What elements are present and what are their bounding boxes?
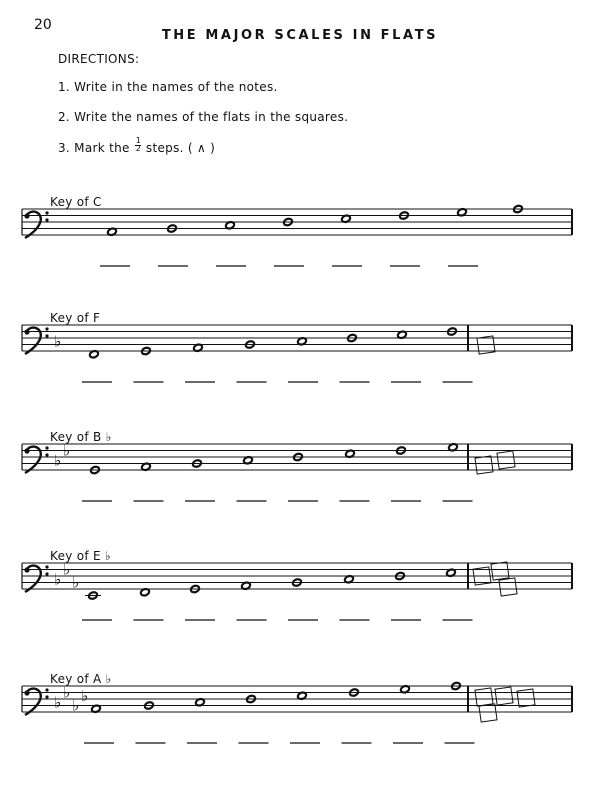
- flat-sign-icon: ♭: [54, 451, 62, 470]
- flat-name-square: [497, 451, 515, 469]
- bass-clef-head: [24, 329, 29, 334]
- direction-item-3: [58, 136, 348, 155]
- staff-section-c: [0, 195, 600, 315]
- staff-svg: [0, 195, 600, 315]
- bass-clef-dot: [45, 218, 48, 221]
- flat-sign-icon: ♭: [81, 686, 89, 705]
- page-title: THE MAJOR SCALES IN FLATS: [161, 28, 439, 43]
- bass-clef-dot: [45, 572, 48, 575]
- flat-name-square: [475, 456, 493, 474]
- bass-clef-dot: [45, 327, 48, 330]
- flat-sign-icon: ♭: [63, 683, 71, 702]
- staff-section-f: [0, 311, 600, 431]
- page-number: 20: [34, 17, 52, 33]
- flat-name-square: [517, 689, 535, 707]
- flat-name-square: [499, 578, 517, 596]
- flat-sign-icon: ♭: [63, 560, 71, 579]
- staff-section-a-flat: [0, 672, 600, 792]
- key-label: Key of C: [50, 195, 102, 209]
- flat-name-square: [475, 688, 493, 706]
- staff-svg: [0, 311, 600, 431]
- direction-item-3-suffix: steps. ( ∧ ): [145, 141, 216, 155]
- bass-clef-dot: [45, 334, 48, 337]
- direction-item-1: 1. Write in the names of the notes.: [58, 80, 278, 94]
- bass-clef-dot: [45, 688, 48, 691]
- bass-clef-head: [24, 213, 29, 218]
- staff-section-e-flat: [0, 549, 600, 669]
- direction-item-3-prefix: 3. Mark the: [58, 141, 130, 155]
- half-fraction: [134, 136, 142, 154]
- flat-sign-icon: ♭: [63, 441, 71, 460]
- flat-name-square: [479, 704, 497, 722]
- bass-clef-dot: [45, 211, 48, 214]
- fraction-denominator: 2: [135, 144, 142, 153]
- bass-clef-head: [24, 448, 29, 453]
- flat-sign-icon: ♭: [54, 332, 62, 351]
- flat-name-square: [495, 687, 513, 705]
- flat-name-square: [491, 562, 509, 580]
- flat-sign-icon: ♭: [54, 693, 62, 712]
- flat-sign-icon: ♭: [54, 570, 62, 589]
- bass-clef-dot: [45, 453, 48, 456]
- key-label: Key of E ♭: [50, 549, 112, 563]
- fraction-numerator: 1: [135, 136, 142, 145]
- staff-section-b-flat: [0, 430, 600, 550]
- key-label: Key of B ♭: [50, 430, 112, 444]
- direction-item-2: 2. Write the names of the flats in the squares.: [58, 110, 349, 124]
- key-label: Key of A ♭: [50, 672, 112, 686]
- bass-clef-dot: [45, 565, 48, 568]
- bass-clef-dot: [45, 695, 48, 698]
- directions-block: [58, 52, 348, 171]
- flat-sign-icon: ♭: [72, 696, 80, 715]
- bass-clef-head: [24, 690, 29, 695]
- bass-clef-head: [24, 567, 29, 572]
- directions-heading: DIRECTIONS:: [58, 52, 140, 66]
- staff-svg: [0, 549, 600, 669]
- bass-clef-dot: [45, 446, 48, 449]
- flat-sign-icon: ♭: [72, 573, 80, 592]
- staff-svg: [0, 430, 600, 550]
- key-label: Key of F: [50, 311, 101, 325]
- staff-svg: [0, 672, 600, 792]
